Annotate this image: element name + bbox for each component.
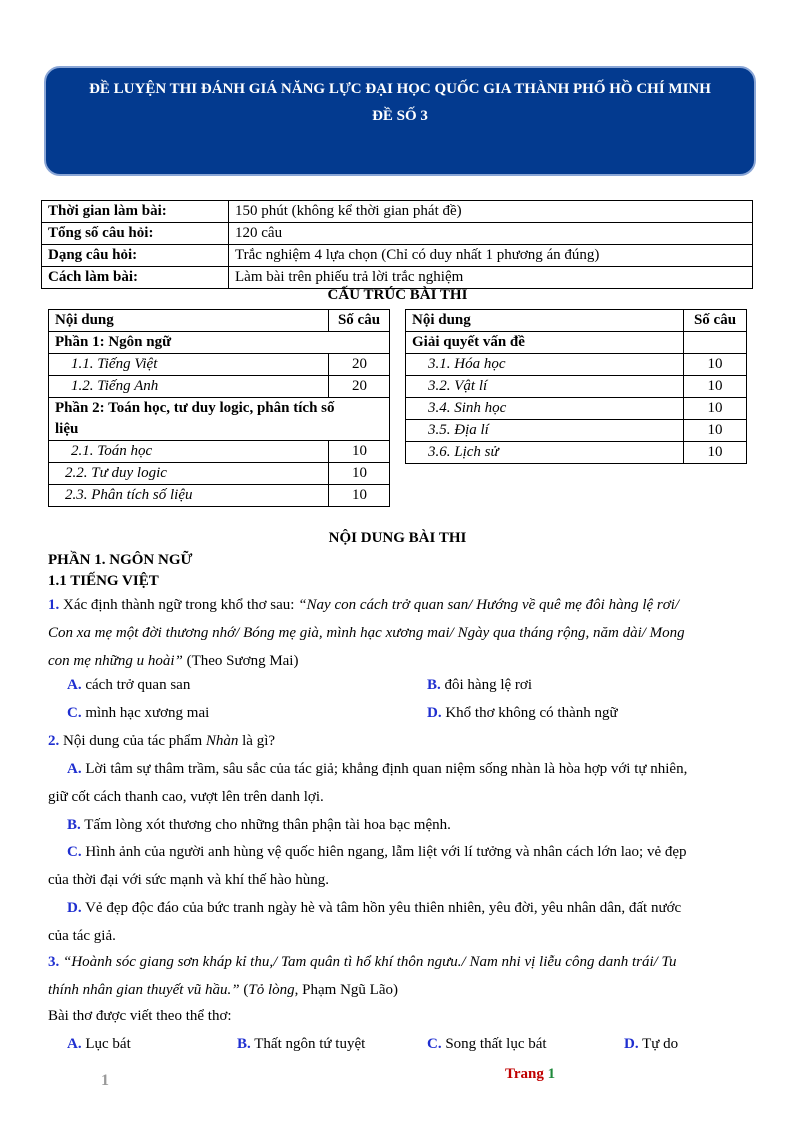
option-text: mình hạc xương mai	[85, 705, 210, 721]
info-value: Làm bài trên phiếu trả lời trắc nghiệm	[229, 267, 753, 289]
section-count: 20	[329, 376, 390, 398]
table-row	[49, 376, 390, 398]
table-row	[49, 354, 390, 376]
footer-label-text: Trang	[505, 1066, 548, 1082]
section-count: 10	[684, 376, 747, 398]
question-1	[48, 591, 748, 675]
option-text: Tự do	[642, 1036, 679, 1052]
table-row	[406, 398, 747, 420]
structure-table-left	[48, 309, 390, 507]
option-letter: D.	[427, 705, 442, 721]
option-letter: B.	[427, 677, 441, 693]
content-title: NỘI DUNG BÀI THI	[328, 530, 467, 546]
section-count: 10	[684, 442, 747, 464]
option-text: Tấm lòng xót thương cho những thân phận tài hoa bạc mệnh.	[84, 817, 451, 833]
table-row	[42, 223, 753, 245]
option-letter: D.	[624, 1036, 639, 1052]
answer-option-d[interactable]	[48, 894, 748, 950]
section-name: 3.1. Hóa học	[406, 354, 684, 376]
column-header: Nội dung	[406, 310, 684, 332]
section-name: 1.1. Tiếng Việt	[49, 354, 329, 376]
answer-option-d[interactable]	[624, 1033, 678, 1055]
option-text: đôi hàng lệ rơi	[444, 677, 533, 693]
option-line	[48, 838, 748, 866]
work-title: Nhàn	[205, 733, 239, 749]
option-text: Lục bát	[85, 1036, 131, 1052]
section-count: 10	[329, 485, 390, 507]
section-heading: PHẦN 1. NGÔN NGỮ	[48, 552, 193, 568]
info-key: Thời gian làm bài:	[42, 201, 229, 223]
section-count: 10	[684, 354, 747, 376]
info-key: Dạng câu hỏi:	[42, 245, 229, 267]
option-text: của thời đại với sức mạnh và khí thế hào hùng.	[48, 872, 330, 888]
option-line	[48, 755, 748, 783]
section-count: 10	[684, 420, 747, 442]
work-title: Tỏ lòng	[248, 982, 295, 998]
part-heading	[49, 398, 390, 441]
banner-exam-number: ĐỀ SỐ 3	[372, 108, 428, 124]
info-key: Cách làm bài:	[42, 267, 229, 289]
exam-info-table	[41, 200, 753, 289]
column-header: Số câu	[329, 310, 390, 332]
empty-cell	[684, 332, 747, 354]
poem-quote: con mẹ những u hoài”	[48, 653, 183, 669]
section-name: 2.3. Phân tích số liệu	[49, 485, 329, 507]
section-name: 3.6. Lịch sử	[406, 442, 684, 464]
section-name: 3.5. Địa lí	[406, 420, 684, 442]
option-letter: B.	[67, 817, 81, 833]
table-row	[49, 441, 390, 463]
option-text: cách trở quan san	[85, 677, 191, 693]
section-count: 10	[329, 441, 390, 463]
banner-title: ĐỀ LUYỆN THI ĐÁNH GIÁ NĂNG LỰC ĐẠI HỌC QUỐC GIA THÀNH PHỐ HỒ CHÍ MINH	[89, 81, 711, 97]
option-text: Thất ngôn tứ tuyệt	[254, 1036, 366, 1052]
part-heading: Phần 1: Ngôn ngữ	[49, 332, 390, 354]
option-line	[48, 894, 748, 922]
table-row	[42, 245, 753, 267]
question-number: 3.	[48, 954, 60, 970]
table-row	[49, 485, 390, 507]
poem-quote: “Hoành sóc giang sơn kháp kỉ thu,/ Tam quân tì hổ khí thôn ngưu./ Nam nhi vị liễu công danh trái/ Tu	[63, 954, 677, 970]
question-number: 2.	[48, 733, 60, 749]
question-line	[48, 976, 748, 1004]
footer-page-number: 1	[547, 1066, 556, 1082]
table-row	[406, 354, 747, 376]
option-text: Lời tâm sự thâm trầm, sâu sắc của tác giả; khẳng định quan niệm sống nhàn là hòa hợp với tự nhiên,	[85, 761, 688, 777]
option-letter: B.	[237, 1036, 251, 1052]
section-name: 2.2. Tư duy logic	[49, 463, 329, 485]
table-row	[42, 201, 753, 223]
answer-option-b[interactable]	[237, 1033, 365, 1055]
structure-title: CẤU TRÚC BÀI THI	[327, 287, 468, 303]
info-value: 150 phút (không kể thời gian phát đề)	[229, 201, 753, 223]
part-heading: Giải quyết vấn đề	[406, 332, 684, 354]
table-row	[406, 442, 747, 464]
answer-option-d[interactable]	[427, 702, 618, 724]
table-header-row	[406, 310, 747, 332]
option-letter: A.	[67, 1036, 82, 1052]
section-count: 20	[329, 354, 390, 376]
quote-source: (	[239, 982, 249, 998]
table-row	[49, 332, 390, 354]
part-heading-line: Phần 2: Toán học, tư duy logic, phân tích số	[55, 400, 335, 416]
info-key: Tổng số câu hỏi:	[42, 223, 229, 245]
option-text: giữ cốt cách thanh cao, vượt lên trên danh lợi.	[48, 789, 324, 805]
poem-quote: “Nay con cách trở quan san/ Hướng về quê mẹ đôi hàng lệ rơi/	[298, 597, 680, 613]
structure-table-right	[405, 309, 747, 464]
table-row	[49, 398, 390, 441]
answer-option-a[interactable]	[48, 755, 748, 811]
option-letter: A.	[67, 761, 82, 777]
question-line	[48, 948, 748, 976]
poem-quote: Con xa mẹ một đời thương nhớ/ Bóng mẹ già, mình hạc xương mai/ Ngày qua tháng rộng, năm dài/ Mong	[48, 625, 685, 641]
exam-banner	[44, 66, 756, 176]
answer-option-c[interactable]	[48, 838, 748, 894]
option-letter: C.	[67, 705, 82, 721]
option-letter: D.	[67, 900, 82, 916]
question-text: Nội dung của tác phẩm	[63, 733, 206, 749]
poem-quote: thính nhân gian thuyết vũ hầu.”	[48, 982, 240, 998]
table-row	[42, 267, 753, 289]
question-3	[48, 948, 748, 1004]
quote-source: (Theo Sương Mai)	[182, 653, 299, 669]
question-prompt: Bài thơ được viết theo thể thơ:	[48, 1008, 232, 1024]
option-text: Khổ thơ không có thành ngữ	[445, 705, 618, 721]
column-header: Nội dung	[49, 310, 329, 332]
section-name: 2.1. Toán học	[49, 441, 329, 463]
section-name: 3.2. Vật lí	[406, 376, 684, 398]
option-line	[48, 811, 748, 839]
subsection-heading: 1.1 TIẾNG VIỆT	[48, 573, 159, 589]
option-letter: A.	[67, 677, 82, 693]
answer-option-a[interactable]	[67, 674, 190, 696]
table-row	[49, 463, 390, 485]
option-text: của tác giả.	[48, 928, 116, 944]
question-2	[48, 730, 275, 752]
table-header-row	[49, 310, 390, 332]
question-number: 1.	[48, 597, 60, 613]
question-text: là gì?	[238, 733, 276, 749]
table-row	[406, 420, 747, 442]
quote-source: , Phạm Ngũ Lão)	[294, 982, 398, 998]
option-text: Hình ảnh của người anh hùng vệ quốc hiên ngang, lẫm liệt với lí tưởng và nhân cách lớn lao; vẻ đẹp	[85, 844, 687, 860]
answer-option-c[interactable]	[427, 1033, 547, 1055]
question-text: Xác định thành ngữ trong khổ thơ sau:	[63, 597, 299, 613]
option-letter: C.	[427, 1036, 442, 1052]
section-name: 3.4. Sinh học	[406, 398, 684, 420]
footer-page-marker: 1	[101, 1072, 109, 1089]
answer-option-c[interactable]	[67, 702, 209, 724]
table-row	[406, 376, 747, 398]
option-text: Vẻ đẹp độc đáo của bức tranh ngày hè và tâm hồn yêu thiên nhiên, yêu đời, yêu nhân dân, đất nước	[85, 900, 682, 916]
answer-option-a[interactable]	[67, 1033, 131, 1055]
option-letter: C.	[67, 844, 82, 860]
question-line	[48, 591, 748, 619]
column-header: Số câu	[684, 310, 747, 332]
part-heading-line: liệu	[55, 421, 79, 437]
info-value: Trắc nghiệm 4 lựa chọn (Chỉ có duy nhất 1 phương án đúng)	[229, 245, 753, 267]
section-name: 1.2. Tiếng Anh	[49, 376, 329, 398]
question-line	[48, 647, 748, 675]
section-count: 10	[684, 398, 747, 420]
option-text: Song thất lục bát	[445, 1036, 547, 1052]
table-row	[406, 332, 747, 354]
answer-option-b[interactable]	[427, 674, 532, 696]
footer-page-label	[505, 1066, 555, 1083]
section-count: 10	[329, 463, 390, 485]
answer-option-b[interactable]	[48, 811, 748, 839]
info-value: 120 câu	[229, 223, 753, 245]
